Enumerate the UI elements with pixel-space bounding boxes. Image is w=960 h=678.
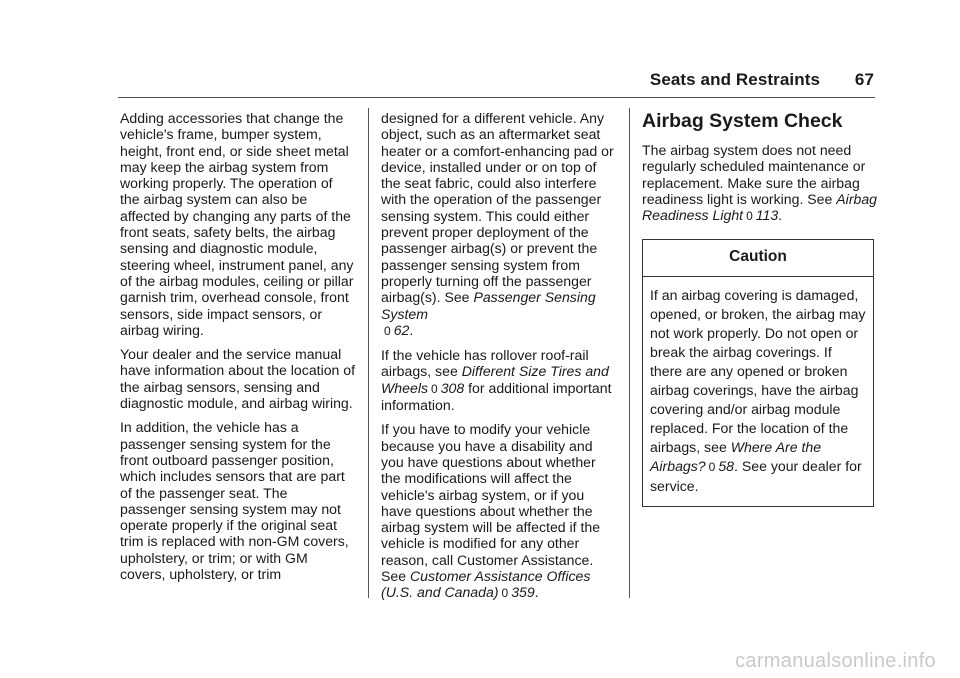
column-3 [642,110,878,507]
period: . [409,321,414,338]
paragraph-text: designed for a different vehicle. Any object, such as an aftermarket seat heater or a comfort-enhancing pad or device, installed under or on top of the seat fabric, could also interfere with the operation of the passenger sensing system. This could either prevent proper deployment of the passenger airbag(s) or prevent the passenger sensing system from properly turning off the passenger airbag(s). See [381,110,614,306]
section-heading: Airbag System Check [642,110,843,132]
column-2 [381,110,617,610]
paragraph [642,142,878,224]
paragraph: Adding accessories that change the vehicle's frame, bumper system, height, front end, or side sheet metal may keep the airbag system from working properly. The operation of the airbag system can also be affected by changing any parts of the front seats, safety belts, the airbag sensing and diagnostic module, steering wheel, instrument panel, any of the airbag modules, ceiling or pillar garnish trim, overhead console, front sensors, side impact sensors, or airbag wiring. [120,110,354,338]
paragraph-text: The airbag system does not need regularly scheduled maintenance or replacement. Make sure the airbag readiness light is working. See [642,142,866,207]
page-ref-number[interactable]: 62 [393,321,410,338]
column-1 [120,110,356,590]
page-header [650,70,874,90]
column-divider [368,108,369,598]
caution-box [642,239,874,506]
paragraph-text: If you have to modify your vehicle because you have a disability and you have questions about whether the modifications will affect the vehicle's airbag system, or if you have questions about whether the airbag system will be affected if the vehicle is modified for any other reason, call Customer Assistance. See [381,421,601,585]
cross-reference-link[interactable]: Different Size Tires and Wheels [381,363,609,396]
paragraph: In addition, the vehicle has a passenger sensing system for the front outboard passenger position, which includes sensors that are part of the passenger seat. The passenger sensing system may not operate properly if the original seat trim is replaced with non-GM covers, upholstery, or trim; or with GM covers, upholstery, or trim [120,419,349,583]
cross-reference-link[interactable]: Airbag Readiness Light [642,190,878,224]
page-ref-number[interactable]: 113 [755,207,779,224]
column-divider [629,108,630,598]
paragraph [381,421,617,601]
cross-reference-link[interactable]: Where Are the Airbags? [650,438,822,474]
paragraph: Your dealer and the service manual have information about the location of the airbag sensors, sensing and diagnostic module, and airbag wiring. [120,346,356,412]
page-number: 67 [854,70,874,89]
page-ref-arrow-icon: 0 [431,381,438,396]
paragraph-text: for additional important information. [381,379,612,414]
page-ref-arrow-icon: 0 [708,459,716,474]
cross-reference-link[interactable]: Passenger Sensing System [381,289,596,322]
header-rule [118,97,875,98]
cross-reference-link[interactable]: Customer Assistance Offices (U.S. and Canada) [381,568,591,601]
paragraph [381,347,617,413]
paragraph-text: If the vehicle has rollover roof-rail airbags, see [381,347,589,380]
caution-text: If an airbag covering is damaged, opened, or broken, the airbag may not work properly. Do not open or break the airbag coverings. If there are any opened or broken airbag coverings, have the airbag covering and/or airbag module replaced. For the location of the airbags, see [650,286,866,455]
section-title: Seats and Restraints [649,70,821,89]
caution-divider [643,276,873,277]
page-ref-arrow-icon: 0 [384,323,391,338]
page-ref-number[interactable]: 359 [511,584,535,601]
period: . [778,207,783,224]
period: . [534,584,539,601]
caution-text: See your dealer for service. [650,457,862,494]
watermark: carmanualsonline.info [735,650,936,672]
page-ref-arrow-icon: 0 [746,209,753,224]
paragraph [381,110,617,339]
page-ref-number[interactable]: 308 [440,379,465,396]
caution-body [643,286,873,496]
page-ref-number[interactable]: 58 [718,457,734,474]
page-ref-arrow-icon: 0 [501,586,509,601]
period: . [734,457,738,474]
caution-title: Caution [729,248,787,266]
